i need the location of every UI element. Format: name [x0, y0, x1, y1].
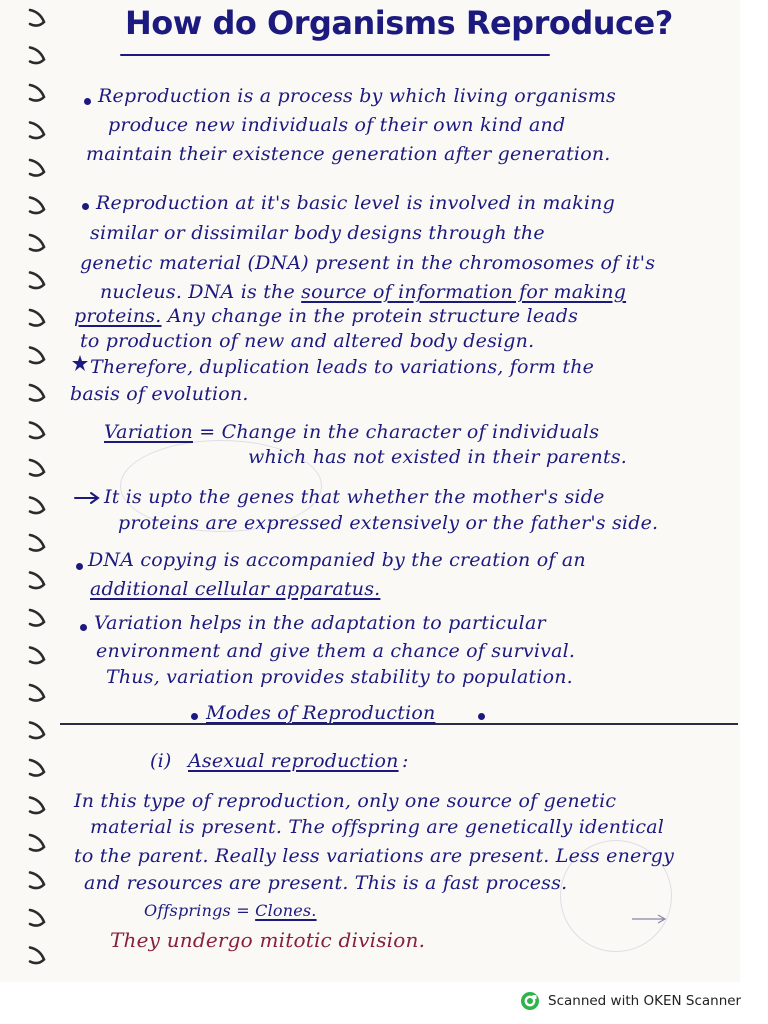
para2-line-8: basis of evolution. [70, 383, 249, 405]
variation-def-line-1: = Change in the character of individuals [192, 421, 600, 443]
spiral-ring-icon [30, 235, 44, 251]
bullet-icon [76, 563, 83, 570]
para2-line-2: similar or dissimilar body designs through the [90, 222, 545, 244]
para1-line-1: Reproduction is a process by which living organisms [98, 85, 616, 107]
offsprings-value: Clones. [255, 901, 317, 920]
mitotic-note: They undergo mitotic division. [110, 928, 426, 952]
para2-line-6: to production of new and altered body design. [80, 330, 535, 352]
asexual-line-2: material is present. The offspring are genetically identical [90, 816, 665, 838]
variation-helps-line-3: Thus, variation provides stability to population. [106, 666, 573, 688]
para2-line-4b-underlined: source of information for making [301, 281, 627, 303]
spiral-ring-icon [30, 910, 44, 926]
scanner-footer-text: Scanned with OKEN Scanner [548, 993, 742, 1009]
arrow-note-line-1: It is upto the genes that whether the mother's side [104, 486, 605, 508]
offsprings-label: Offsprings = [144, 901, 256, 920]
spiral-ring-icon [30, 948, 44, 964]
para2-line-5b: Any change in the protein structure leads [161, 305, 579, 327]
spiral-ring-icon [30, 610, 44, 626]
para2-line-1: Reproduction at it's basic level is involved in making [96, 192, 615, 214]
variation-term: Variation [104, 421, 193, 443]
bullet-icon [478, 713, 485, 720]
para2-line-4 [100, 281, 626, 303]
asexual-line-3: to the parent. Really less variations are present. Less energy [74, 845, 675, 867]
faint-arrow-icon [630, 912, 670, 926]
variation-def-line-2: which has not existed in their parents. [248, 446, 628, 468]
para2-line-5 [74, 305, 578, 327]
spiral-ring-icon [30, 760, 44, 776]
spiral-ring-icon [30, 873, 44, 889]
spiral-ring-icon [30, 348, 44, 364]
spiral-ring-icon [30, 723, 44, 739]
para2-line-7: Therefore, duplication leads to variations, form the [90, 356, 595, 378]
para1-line-2: produce new individuals of their own kind and [108, 114, 566, 136]
spiral-ring-icon [30, 798, 44, 814]
spiral-ring-icon [30, 48, 44, 64]
asexual-heading: Asexual reproduction [188, 750, 399, 772]
para2-line-5a-underlined: proteins. [74, 305, 162, 327]
asexual-line-4: and resources are present. This is a fast process. [84, 872, 568, 894]
spiral-ring-icon [30, 535, 44, 551]
oken-scanner-logo-icon [520, 991, 540, 1011]
spiral-ring-icon [30, 685, 44, 701]
para2-line-4a: nucleus. DNA is the [100, 281, 302, 303]
title-underline [120, 54, 550, 56]
asexual-number: (i) [150, 750, 172, 772]
spiral-ring-icon [30, 10, 44, 26]
bullet-icon [191, 713, 198, 720]
spiral-ring-icon [30, 460, 44, 476]
modes-heading: Modes of Reproduction [206, 702, 436, 724]
spiral-ring-icon [30, 385, 44, 401]
spiral-ring-icon [30, 835, 44, 851]
dna-copying-line-2: additional cellular apparatus. [90, 578, 381, 600]
spiral-ring-icon [30, 423, 44, 439]
spiral-ring-icon [30, 648, 44, 664]
bullet-icon [80, 624, 87, 631]
spiral-ring-icon [30, 123, 44, 139]
spiral-ring-icon [30, 498, 44, 514]
bullet-icon [84, 98, 91, 105]
spiral-ring-icon [30, 160, 44, 176]
dna-copying-line-1: DNA copying is accompanied by the creation of an [88, 549, 586, 571]
offsprings-line [144, 901, 317, 920]
spiral-ring-icon [30, 273, 44, 289]
variation-helps-line-1: Variation helps in the adaptation to particular [94, 612, 546, 634]
scanner-footer [520, 990, 741, 1012]
spiral-ring-icon [30, 573, 44, 589]
asexual-line-1: In this type of reproduction, only one source of genetic [74, 790, 617, 812]
page-title: How do Organisms Reproduce? [125, 4, 673, 42]
variation-definition [104, 421, 599, 443]
asexual-heading-colon: : [402, 750, 409, 772]
notebook-spiral-icon [0, 0, 60, 982]
para2-line-3: genetic material (DNA) present in the chromosomes of it's [80, 252, 656, 274]
spiral-ring-icon [30, 198, 44, 214]
star-icon [72, 354, 88, 372]
variation-helps-line-2: environment and give them a chance of survival. [96, 640, 576, 662]
spiral-ring-icon [30, 85, 44, 101]
para1-line-3: maintain their existence generation after generation. [86, 143, 611, 165]
bullet-icon [82, 203, 89, 210]
arrow-right-icon [74, 490, 100, 504]
spiral-ring-icon [30, 310, 44, 326]
arrow-note-line-2: proteins are expressed extensively or the father's side. [118, 512, 659, 534]
